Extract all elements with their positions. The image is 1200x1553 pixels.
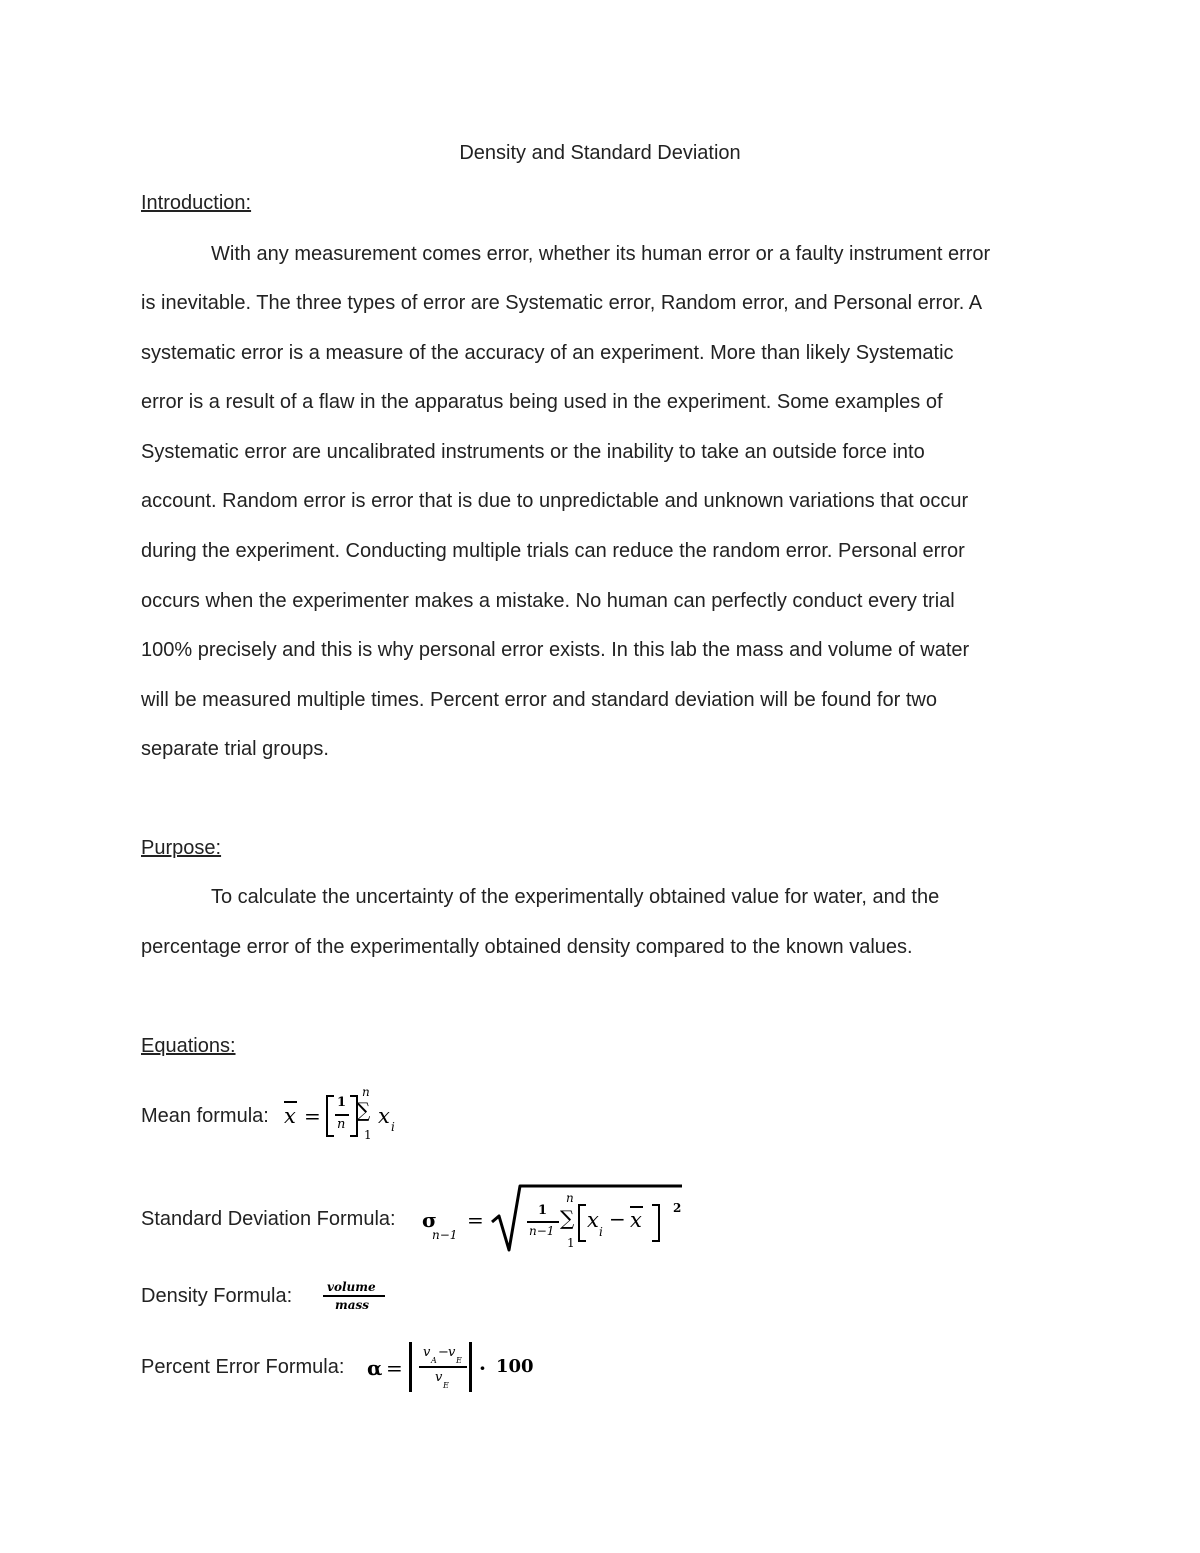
purpose-line: To calculate the uncertainty of the experimentally obtained value for water, and the [211,886,940,908]
introduction-heading: Introduction: [141,192,252,214]
mean-x-bar: x [284,1104,296,1128]
percent-num-va-sub: A [431,1356,437,1365]
mean-frac-num: 1 [337,1095,347,1110]
percent-den-ve: v [435,1370,443,1385]
density-formula-label: Density Formula: [141,1285,293,1307]
intro-line: occurs when the experimenter makes a mistake. No human can perfectly conduct every trial [141,590,955,612]
stddev-i: i [599,1225,603,1239]
stddev-frac-num: 1 [538,1203,548,1218]
multiply-dot: · [479,1356,486,1380]
intro-line: during the experiment. Conducting multiple trials can reduce the random error. Personal error [141,540,965,562]
sigma-sum-icon: ∑ [560,1206,575,1230]
abs-bar-right [469,1342,472,1392]
document-title: Density and Standard Deviation [459,142,741,164]
percent-error-label: Percent Error Formula: [141,1356,345,1378]
mean-frac-den: n [337,1117,346,1132]
equations-heading: Equations: [141,1035,236,1057]
stddev-power: 2 [673,1201,682,1215]
stddev-equals: = [467,1208,484,1232]
intro-line: separate trial groups. [141,738,329,760]
stddev-sub: n−1 [432,1228,458,1242]
percent-num-va: v [423,1345,431,1360]
percent-num-ve: v [448,1345,456,1360]
intro-line: 100% precisely and this is why personal error exists. In this lab the mass and volume of water [141,639,970,661]
percent-num-ve-sub: E [456,1356,462,1365]
sigma-sum-icon: ∑ [356,1098,371,1122]
purpose-heading: Purpose: [141,837,222,859]
stddev-minus: − [609,1207,626,1231]
mean-sum-lower: 1 [364,1128,372,1142]
mean-xi: x [378,1104,390,1128]
intro-line: With any measurement comes error, whether its human error or a faulty instrument error [211,243,991,265]
stddev-sum-lower: 1 [567,1236,575,1250]
percent-num-minus: − [438,1345,449,1360]
percent-hundred: 100 [496,1356,534,1377]
alpha-symbol: α [367,1356,383,1380]
intro-line: account. Random error is error that is due to unpredictable and unknown variations that occur [141,490,969,512]
stddev-formula-label: Standard Deviation Formula: [141,1208,396,1230]
mean-sum-upper: n [362,1085,370,1099]
mean-i: i [391,1120,395,1134]
intro-line: is inevitable. The three types of error are Systematic error, Random error, and Personal error. A [141,292,983,314]
percent-equals: = [386,1356,403,1380]
stddev-xi: x [587,1208,599,1232]
abs-bar-left [409,1342,412,1392]
intro-line: will be measured multiple times. Percent error and standard deviation will be found for two [141,689,937,711]
percent-den-ve-sub: E [443,1381,449,1390]
sigma-symbol: σ [422,1208,437,1232]
intro-line: systematic error is a measure of the accuracy of an experiment. More than likely Systematic [141,342,954,364]
stddev-x-bar: x [630,1208,642,1232]
intro-line: error is a result of a flaw in the apparatus being used in the experiment. Some examples of [141,391,943,413]
stddev-sum-upper: n [566,1191,574,1205]
purpose-line: percentage error of the experimentally obtained density compared to the known values. [141,936,913,958]
density-numerator: volume [327,1280,376,1294]
stddev-frac-den: n−1 [529,1224,555,1238]
mean-equals: = [304,1104,321,1128]
intro-line: Systematic error are uncalibrated instruments or the inability to take an outside force into [141,441,925,463]
mean-formula-label: Mean formula: [141,1105,269,1127]
density-denominator: mass [335,1298,369,1312]
